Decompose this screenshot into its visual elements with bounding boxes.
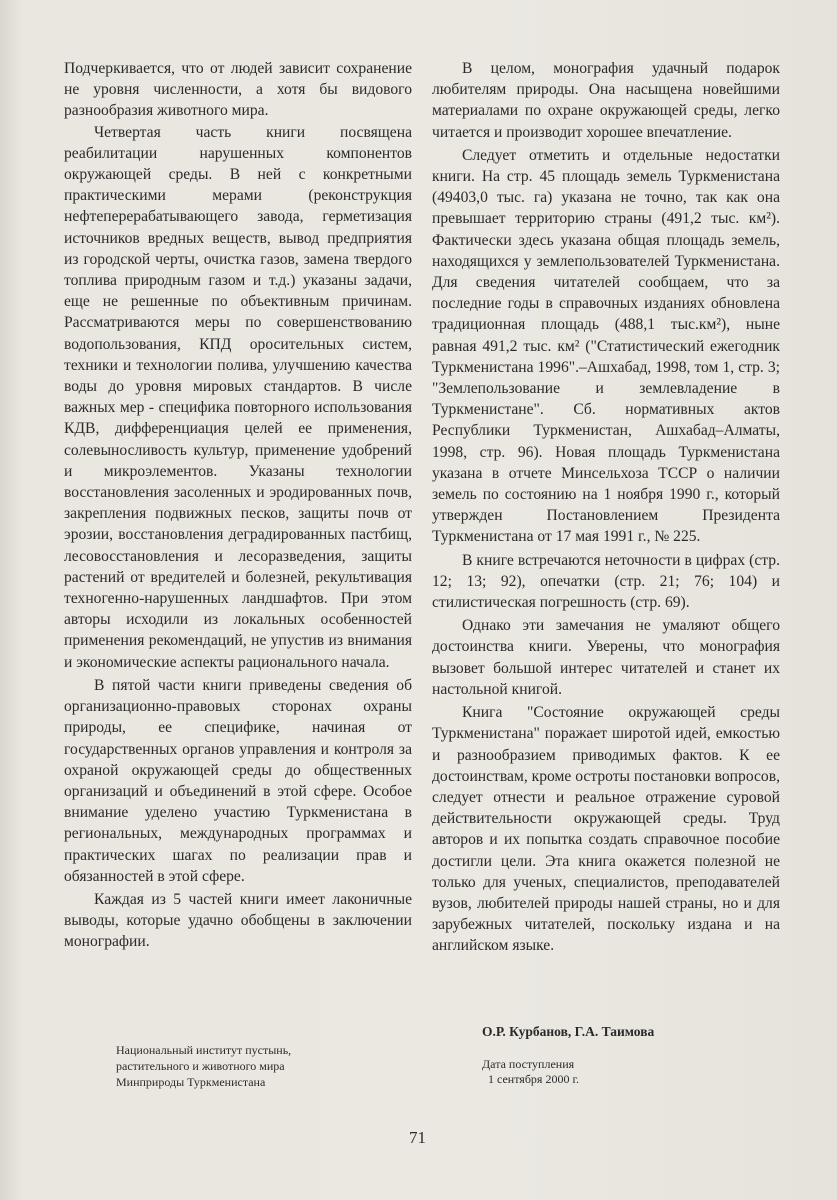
received-date: 1 сентября 2000 г.: [488, 1072, 580, 1086]
paragraph-part-five: В пятой части книги приведены сведения об организационно-правовых сторонах охраны природы, ее специфике, начиная от государственных органов управления и контроля за охраной окружающей среды до общественных организаций и объединений в этой сфере. Особое внимание уделено участию Туркменистана в региональных, международных программах и практических шагах по реализации прав и обязанностей в этой сфере.: [64, 676, 412, 885]
author-affiliation: [116, 1042, 291, 1090]
affiliation-line: Национальный институт пустынь,: [116, 1043, 292, 1057]
received-label: Дата поступления: [482, 1057, 575, 1071]
affiliation-line: растительного и животного мира: [116, 1059, 285, 1073]
paragraph-conclusions: Каждая из 5 частей книги имеет лаконичные выводы, которые удачно обобщены в заключении монографии.: [64, 890, 412, 951]
page-number: 71: [409, 1128, 426, 1147]
affiliation-line: Минприроды Туркменистана: [116, 1075, 266, 1089]
paragraph-part-four: Четвертая часть книги посвящена реабилитации нарушенных компонентов окружающей среды. В ней с конкретными практическими мерами (реконструкция нефтеперерабатывающего завода, герметизация источников вредных веществ, вывод предприятия из городской черты, очистка газов, замена твердого топлива природным газом и т.д.) указаны задачи, еще не решенные по объективным причинам. Рассматриваются меры по совершенствованию водопользования, КПД оросительных систем, техники и технологии полива, улучшению качества воды до уровня мировых стандартов. В числе важных мер - специфика повторного использования КДВ, дифференциация целей ее применения, солевыносливость культур, применение удобрений и микроэлементов. Указаны технологии восстановления засоленных и эродированных почв, закрепления подвижных песков, защиты почв от эрозии, восстановления деградированных пастбищ, лесовосстановления и лесоразведения, защиты растений от вредителей и болезней, рекультивация техногенно-нарушенных ландшафтов. При этом авторы исходили из локальных особенностей применения рекомендаций, не упустив из внимания и экономические аспекты рационального начала.: [64, 123, 412, 671]
paragraph-overall-assessment: В целом, монография удачный подарок любителям природы. Она насыщена новейшими материалами по охране окружающей среды, легко читается и производит хорошее впечатление.: [432, 60, 780, 141]
paragraph-inaccuracies: В книге встречаются неточности в цифрах (стр. 12; 13; 92), опечатки (стр. 21; 76; 104) и стилистическая погрешность (стр. 69).: [432, 551, 780, 612]
left-column: [64, 58, 412, 953]
paragraph-animal-diversity: Подчеркивается, что от людей зависит сохранение не уровня численности, а хотя бы видового разнообразия животного мира.: [64, 60, 412, 120]
paragraph-book-merits: Книга "Состояние окружающей среды Туркменистана" поражает широтой идей, емкостью и разнообразием приводимых фактов. К ее достоинствам, кроме остроты постановки вопросов, следует отнести и реальное отражение суровой действительности окружающей среды. Труд авторов и их попытка создать справочное пособие достигли цели. Эта книга окажется полезной не только для ученых, специалистов, преподавателей вузов, любителей природы нашей страны, но и для зарубежных читателей, поскольку издана и на английском языке.: [432, 704, 780, 955]
paragraph-remarks: Однако эти замечания не умаляют общего достоинства книги. Уверены, что монография вызовет большой интерес читателей и станет их настольной книгой.: [432, 617, 780, 698]
right-column: [432, 58, 780, 957]
author-names: О.Р. Курбанов, Г.А. Таимова: [482, 1024, 655, 1039]
paragraph-shortcomings: Следует отметить и отдельные недостатки книги. На стр. 45 площадь земель Туркменистана (49403,0 тыс. га) указана не точно, так как она превышает территорию страны (491,2 тыс. км²). Фактически здесь указана общая площадь земель, находящихся у землепользователей Туркменистана. Для сведения читателей сообщаем, что за последние годы в справочных изданиях обновлена традиционная площадь (488,1 тыс.км²), ныне равная 491,2 тыс. км² ("Статистический ежегодник Туркменистана 1996".–Ашхабад, 1998, том 1, стр. 3; "Землепользование и землевладение в Туркменистане". Сб. нормативных актов Республики Туркменистан, Ашхабад–Алматы, 1998, стр. 96). Новая площадь Туркменистана указана в отчете Минсельхоза ТССР о наличии земель по состоянию на 1 ноября 1990 г., который утвержден Постановлением Президента Туркменистана от 17 мая 1991 г., № 225.: [432, 146, 780, 546]
received-date-block: [482, 1057, 579, 1087]
